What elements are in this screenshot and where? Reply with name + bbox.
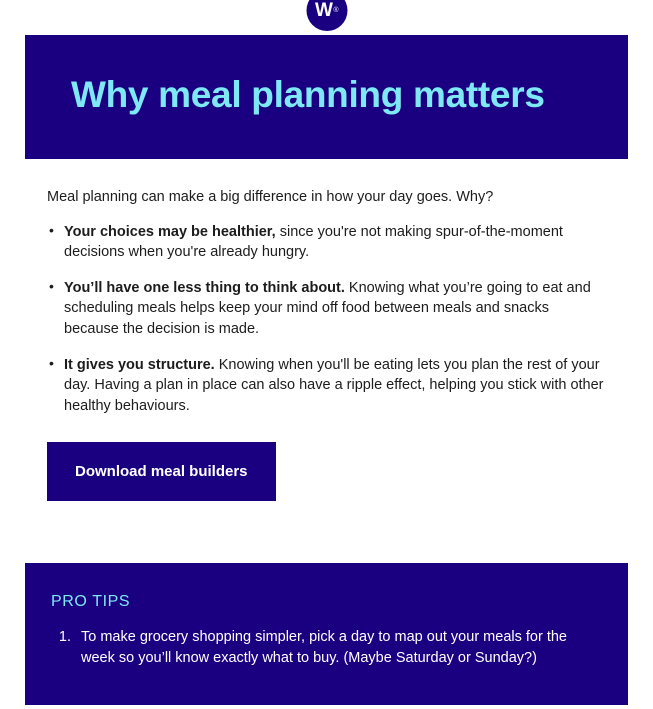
intro-paragraph: Meal planning can make a big difference in how your day goes. Why? — [47, 188, 494, 205]
email-header — [0, 0, 653, 35]
list-item — [47, 355, 606, 417]
download-meal-builders-button[interactable]: Download meal builders — [47, 442, 276, 501]
list-item-lead: It gives you structure. — [64, 356, 215, 373]
pro-tips-list — [51, 627, 602, 669]
list-item-text: Knowing what you’re going to eat and scheduling meals helps keep your mind off food between meals and snacks because the decision is made. — [64, 279, 591, 337]
logo-registered-mark: ® — [333, 7, 339, 14]
ww-logo-icon — [306, 0, 347, 31]
list-item-lead: You’ll have one less thing to think about. — [64, 279, 345, 296]
list-item-lead: Your choices may be healthier, — [64, 223, 276, 240]
list-item — [47, 222, 606, 263]
list-item — [47, 278, 606, 340]
list-item-text: since you're not making spur-of-the-moment decisions when you're already hungry. — [64, 223, 563, 261]
article-body — [25, 159, 628, 532]
list-item-text: Knowing when you'll be eating lets you plan the rest of your day. Having a plan in place can also have a ripple effect, helping you stick with other healthy behaviours. — [64, 356, 604, 414]
benefits-list — [47, 222, 606, 417]
pro-tips-section — [25, 563, 628, 705]
hero-banner — [25, 35, 628, 159]
logo-letter: W — [314, 0, 333, 21]
page-title: Why meal planning matters — [71, 74, 545, 115]
pro-tips-heading: PRO TIPS — [51, 593, 131, 611]
list-item: 1. To make grocery shopping simpler, pick a day to map out your meals for the week so you’ll know exactly what to buy. (Maybe Saturday or Sunday?) — [75, 627, 602, 669]
